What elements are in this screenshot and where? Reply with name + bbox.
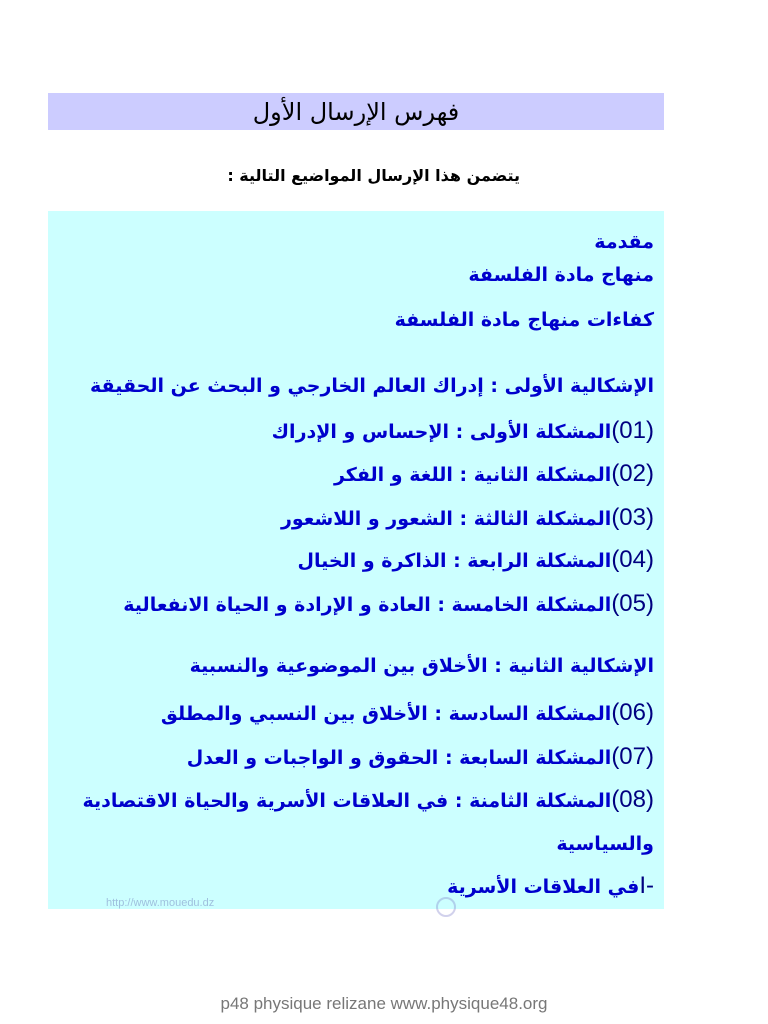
toc-item-problem-06	[56, 700, 654, 727]
toc-item-problematic-1	[56, 373, 654, 399]
toc-box	[48, 211, 664, 909]
toc-item-text: الإشكالية الأولى : إدراك العالم الخارجي و البحث عن الحقيقة	[90, 375, 654, 397]
toc-item-number: (06)	[611, 699, 654, 726]
toc-item-text: مقدمة	[594, 231, 654, 253]
toc-item-text: في العلاقات الأسرية	[447, 876, 640, 898]
toc-item-problem-01	[56, 418, 654, 445]
toc-item-problem-05	[56, 591, 654, 618]
toc-item-problem-08-cont	[56, 831, 654, 857]
toc-item-text: منهاج مادة الفلسفة	[468, 264, 654, 286]
toc-item-number: I-	[639, 872, 654, 899]
watermark-url: http://www.mouedu.dz	[106, 897, 215, 909]
toc-item-problem-07	[56, 744, 654, 771]
watermark-logo-icon	[436, 897, 456, 917]
toc-item-text: الإشكالية الثانية : الأخلاق بين الموضوعية والنسبية	[189, 655, 654, 677]
toc-item-problem-08	[56, 787, 654, 814]
watermark	[48, 893, 664, 923]
toc-item-number: (05)	[611, 590, 654, 617]
toc-item-text: كفاءات منهاج مادة الفلسفة	[394, 309, 654, 331]
toc-item-text: المشكلة السادسة : الأخلاق بين النسبي والمطلق	[160, 703, 612, 725]
toc-item-text: والسياسية	[556, 833, 654, 855]
toc-item-number: (02)	[611, 460, 654, 487]
toc-item-intro	[56, 229, 654, 255]
toc-item-problem-03	[56, 505, 654, 532]
toc-item-text: المشكلة السابعة : الحقوق و الواجبات و العدل	[186, 747, 612, 769]
toc-item-competencies	[56, 307, 654, 333]
toc-item-text: المشكلة الثالثة : الشعور و اللاشعور	[280, 508, 612, 530]
toc-item-number: (03)	[611, 504, 654, 531]
intro-text: يتضمن هذا الإرسال المواضيع التالية :	[227, 166, 520, 185]
toc-item-text: المشكلة الأولى : الإحساس و الإدراك	[271, 421, 612, 443]
toc-item-number: (01)	[611, 417, 654, 444]
toc-item-number: (07)	[611, 743, 654, 770]
toc-item-text: المشكلة الرابعة : الذاكرة و الخيال	[297, 550, 612, 572]
toc-item-problematic-2	[56, 653, 654, 679]
toc-item-text: المشكلة الثامنة : في العلاقات الأسرية والحياة الاقتصادية	[82, 790, 612, 812]
toc-item-problem-02	[56, 461, 654, 488]
toc-item-problem-04	[56, 547, 654, 574]
title-bar	[48, 93, 664, 130]
toc-item-number: (04)	[611, 546, 654, 573]
toc-item-text: المشكلة الخامسة : العادة و الإرادة و الحياة الانفعالية	[123, 594, 612, 616]
footer-text: p48 physique relizane www.physique48.org	[220, 994, 548, 1013]
page-title: فهرس الإرسال الأول	[252, 97, 460, 126]
toc-item-curriculum	[56, 262, 654, 288]
toc-item-number: (08)	[611, 786, 654, 813]
toc-item-text: المشكلة الثانية : اللغة و الفكر	[333, 464, 612, 486]
